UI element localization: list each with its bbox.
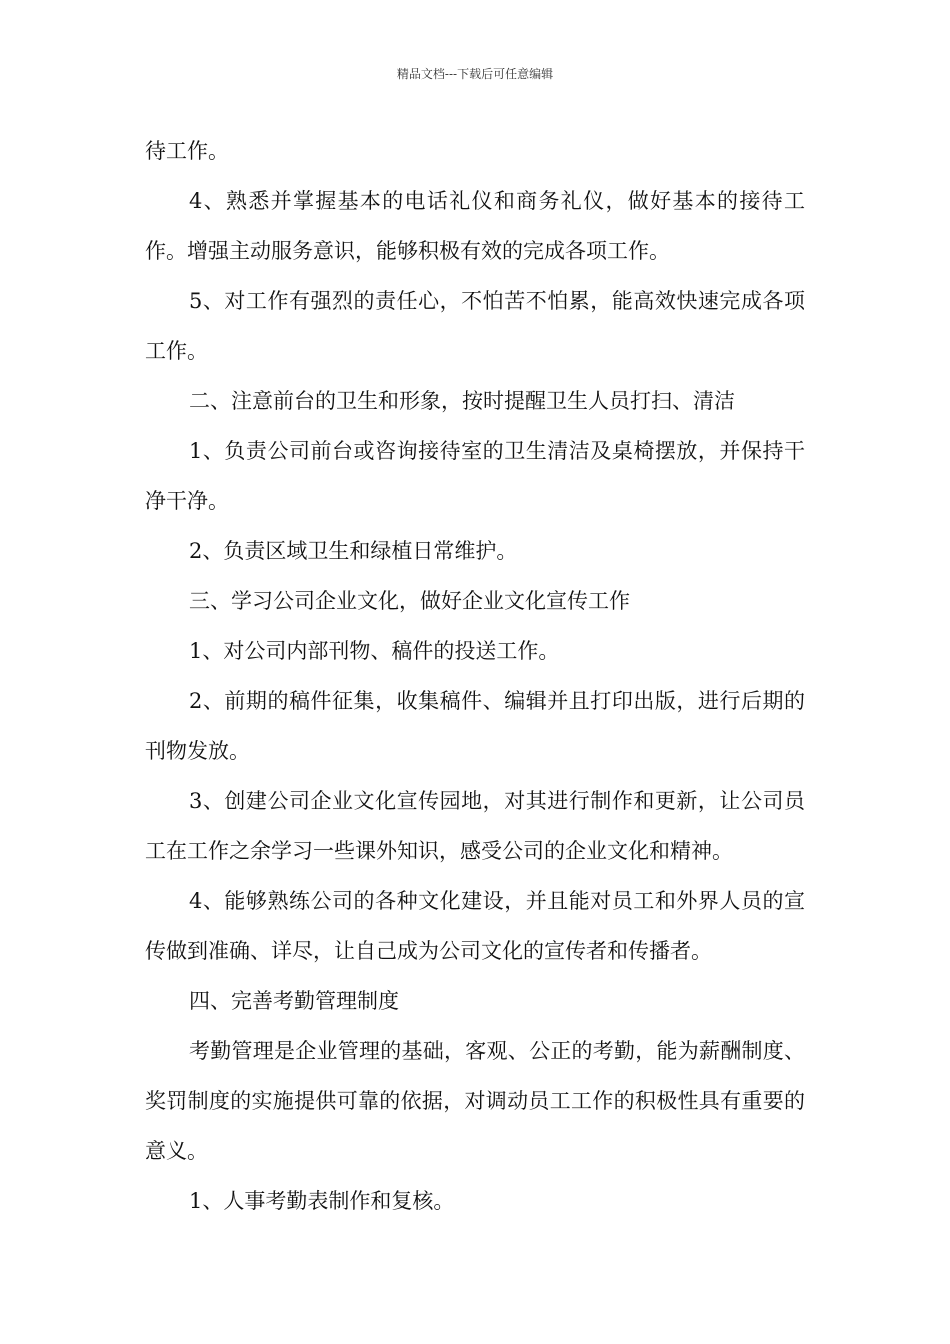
- paragraph: 3、创建公司企业文化宣传园地，对其进行制作和更新，让公司员工在工作之余学习一些课外知识，感受公司的企业文化和精神。: [145, 789, 805, 863]
- document-body: [145, 126, 805, 1226]
- paragraph: 4、能够熟练公司的各种文化建设，并且能对员工和外界人员的宣传做到准确、详尽，让自己成为公司文化的宣传者和传播者。: [145, 889, 805, 963]
- paragraph: 2、负责区域卫生和绿植日常维护。: [189, 539, 518, 563]
- paragraph: 待工作。: [145, 139, 229, 163]
- section-heading: 二、注意前台的卫生和形象，按时提醒卫生人员打扫、清洁: [189, 389, 735, 413]
- page-header: 精品文档---下载后可任意编辑: [396, 67, 554, 81]
- section-heading: 四、完善考勤管理制度: [189, 989, 399, 1013]
- paragraph: 考勤管理是企业管理的基础，客观、公正的考勤，能为薪酬制度、奖罚制度的实施提供可靠的依据，对调动员工工作的积极性具有重要的意义。: [145, 1039, 805, 1163]
- paragraph: 4、熟悉并掌握基本的电话礼仪和商务礼仪，做好基本的接待工作。增强主动服务意识，能够积极有效的完成各项工作。: [145, 189, 805, 263]
- paragraph: 2、前期的稿件征集，收集稿件、编辑并且打印出版，进行后期的刊物发放。: [145, 689, 805, 763]
- paragraph: 1、负责公司前台或咨询接待室的卫生清洁及桌椅摆放，并保持干净干净。: [145, 439, 805, 513]
- paragraph: 1、对公司内部刊物、稿件的投送工作。: [189, 639, 560, 663]
- paragraph: 5、对工作有强烈的责任心，不怕苦不怕累，能高效快速完成各项工作。: [145, 289, 805, 363]
- paragraph: 1、人事考勤表制作和复核。: [189, 1189, 455, 1213]
- section-heading: 三、学习公司企业文化，做好企业文化宣传工作: [189, 589, 630, 613]
